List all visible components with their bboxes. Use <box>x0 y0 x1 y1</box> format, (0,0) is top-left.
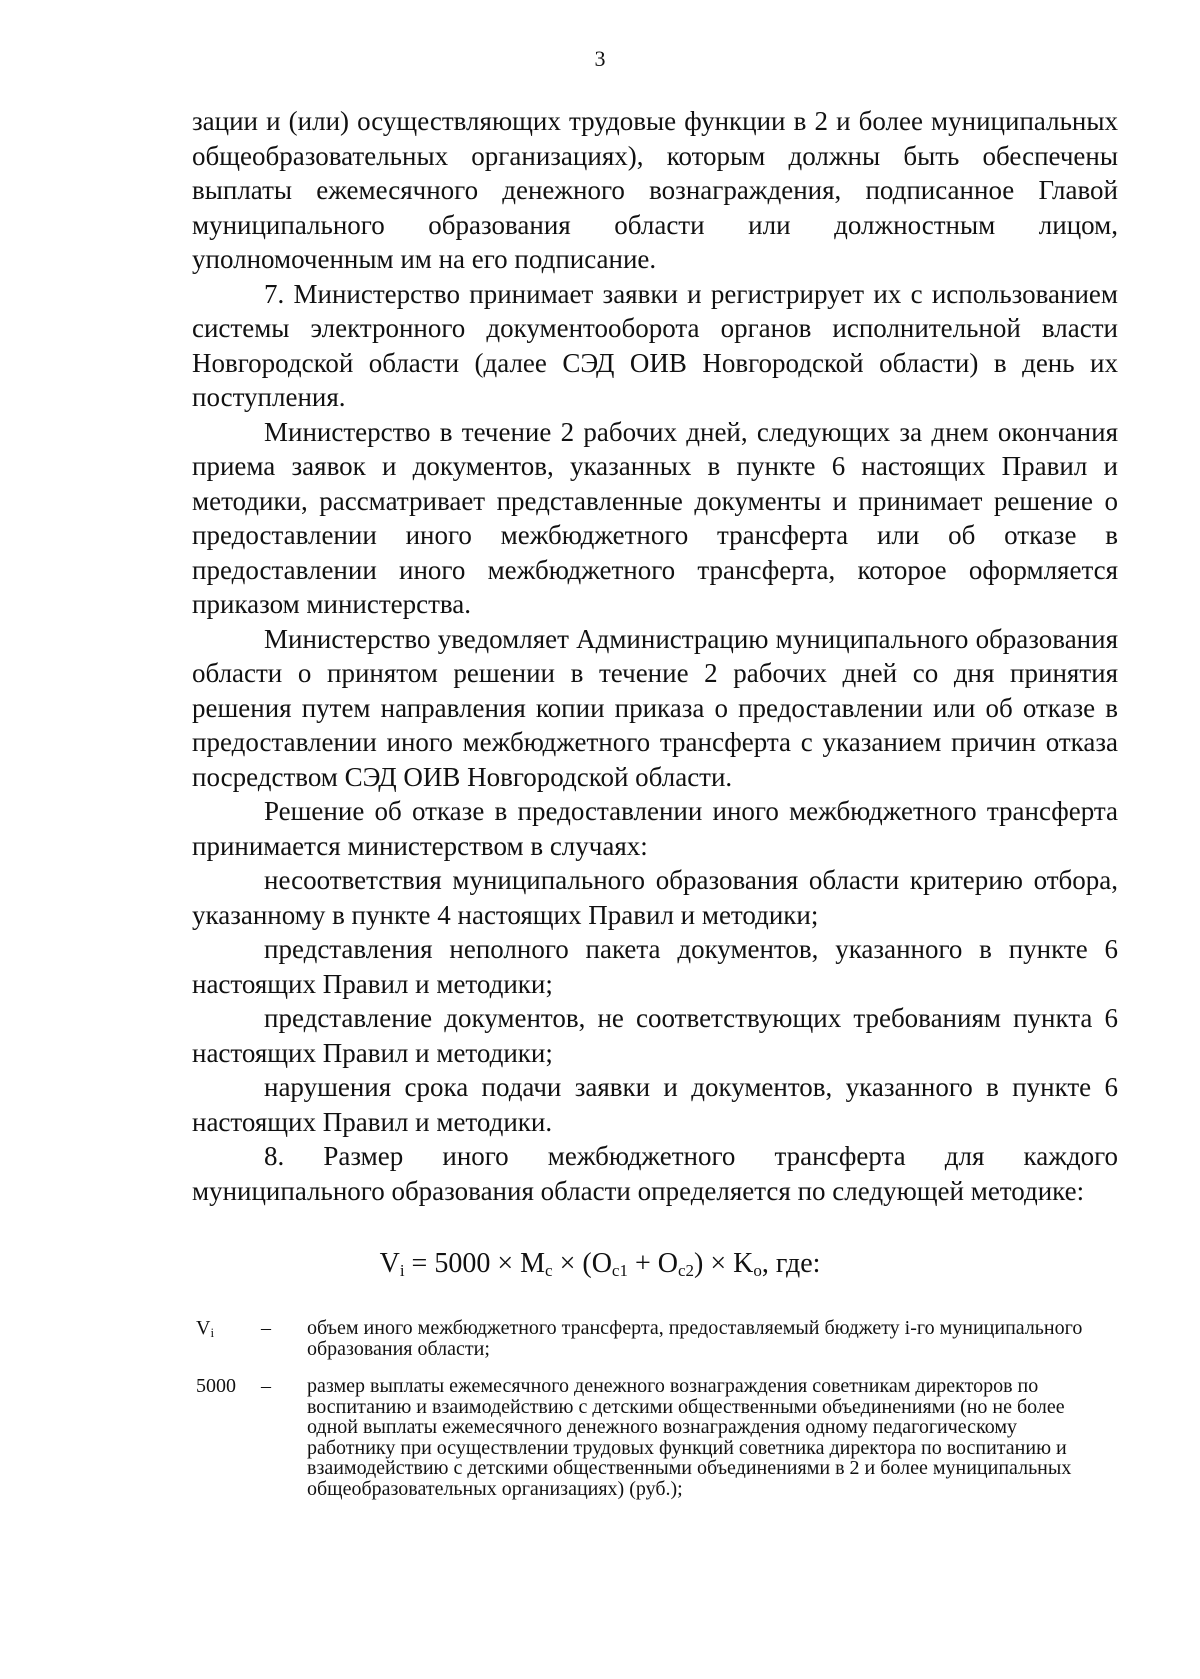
paragraph: нарушения срока подачи заявки и документов, указанного в пункте 6 настоящих Правил и методики. <box>192 1072 1118 1137</box>
legend-symbol-sub: i <box>210 1325 215 1340</box>
legend-symbol-text: V <box>196 1317 211 1339</box>
document-body <box>192 104 1118 1208</box>
legend-row <box>196 1318 1108 1359</box>
legend-symbol <box>196 1318 261 1359</box>
legend-description: размер выплаты ежемесячного денежного вознаграждения советникам директоров по воспитанию и взаимодействию с детскими общественными объединениями (но не более одной выплаты ежемесячного денежного вознаграждения одному педагогическому работнику при осуществлении трудовых функций советника директора по воспитанию и взаимодействию с детскими общественными объединениями в 2 и более муниципальных общеобразовательных организациях) (руб.); <box>307 1375 1072 1500</box>
formula-text: , где: <box>761 1248 821 1279</box>
paragraph: представления неполного пакета документов, указанного в пункте 6 настоящих Правил и методики; <box>192 934 1118 999</box>
paragraph: 8. Размер иного межбюджетного трансферта для каждого муниципального образования области определяется по следующей методике: <box>192 1141 1118 1206</box>
formula-sub: c <box>545 1261 553 1280</box>
legend-dash: – <box>261 1317 271 1339</box>
formula-text: + O <box>627 1248 678 1279</box>
formula-text: × (O <box>552 1248 612 1279</box>
paragraph: несоответствия муниципального образования области критерию отбора, указанному в пункте 4 настоящих Правил и методики; <box>192 865 1118 930</box>
paragraph: Министерство в течение 2 рабочих дней, следующих за днем окончания приема заявок и документов, указанных в пункте 6 настоящих Правил и методики, рассматривает представленные документы и принимает решение о предоставлении иного межбюджетного трансферта или об отказе в предоставлении иного межбюджетного трансферта, которое оформляется приказом министерства. <box>192 416 1118 619</box>
formula <box>0 1248 1200 1281</box>
formula-v: V <box>379 1248 400 1279</box>
formula-text: ) × K <box>694 1248 754 1279</box>
formula-sub: c1 <box>611 1261 628 1280</box>
paragraph: представление документов, не соответствующих требованиям пункта 6 настоящих Правил и методики; <box>192 1003 1118 1068</box>
formula-sub: i <box>399 1261 405 1280</box>
formula-legend <box>196 1318 1108 1516</box>
legend-row <box>196 1376 1108 1499</box>
legend-dash: – <box>261 1375 271 1397</box>
legend-symbol-text: 5000 <box>196 1375 236 1397</box>
formula-sub: o <box>753 1261 762 1280</box>
paragraph: Министерство уведомляет Администрацию муниципального образования области о принятом решении в течение 2 рабочих дней со дня принятия решения путем направления копии приказа о предоставлении или об отказе в предоставлении иного межбюджетного трансферта с указанием причин отказа посредством СЭД ОИВ Новгородской области. <box>192 623 1118 792</box>
paragraph: Решение об отказе в предоставлении иного межбюджетного трансферта принимается министерством в случаях: <box>192 796 1118 861</box>
formula-text: = 5000 × M <box>404 1248 546 1279</box>
page-number: 3 <box>594 46 606 71</box>
paragraph: 7. Министерство принимает заявки и регистрирует их с использованием системы электронного документооборота органов исполнительной власти Новгородской области (далее СЭД ОИВ Новгородской области) в день их поступления. <box>192 278 1118 412</box>
legend-symbol <box>196 1376 261 1499</box>
paragraph: зации и (или) осуществляющих трудовые функции в 2 и более муниципальных общеобразовательных организациях), которым должны быть обеспечены выплаты ежемесячного денежного вознаграждения, подписанное Главой муниципального образования области или должностным лицом, уполномоченным им на его подписание. <box>192 106 1118 274</box>
legend-description: объем иного межбюджетного трансферта, предоставляемый бюджету i-го муниципального образования области; <box>307 1317 1083 1360</box>
formula-sub: c2 <box>677 1261 695 1280</box>
